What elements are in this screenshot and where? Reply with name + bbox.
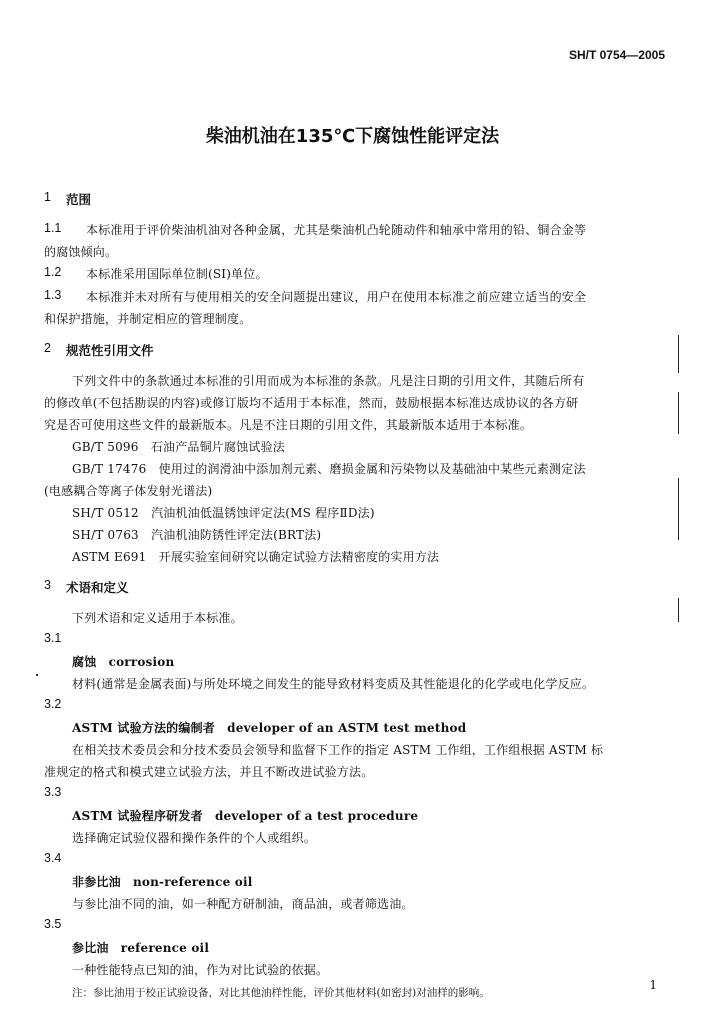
page-number: 1 [649, 978, 657, 992]
clause-1-2-number: 1.2 [44, 265, 62, 279]
term-3-2-title: ASTM 试验方法的编制者 developer of an ASTM test method [72, 721, 467, 735]
term-3-4-number: 3.4 [44, 851, 62, 865]
clause-1-3-text: 本标准并未对所有与使用相关的安全问题提出建议，用户在使用本标准之前应建立适当的安全 [86, 290, 587, 304]
clause-1-3-text-cont: 和保护措施，并制定相应的管理制度。 [44, 312, 252, 326]
clause-1-1-text: 本标准用于评价柴油机油对各种金属，尤其是柴油机凸轮随动件和轴承中常用的铅、铜合金等 [86, 223, 587, 237]
section-1-heading: 范围 [66, 192, 92, 207]
clause-1-1-number: 1.1 [44, 221, 62, 235]
term-3-2-definition: 在相关技术委员会和分技术委员会领导和监督下工作的指定 ASTM 工作组，工作组根据 ASTM 标 [72, 743, 604, 757]
scan-speck [36, 674, 38, 676]
reference-gbt-5096: GB/T 5096 石油产品铜片腐蚀试验法 [72, 440, 286, 454]
clause-1-3-number: 1.3 [44, 288, 62, 302]
term-3-5-number: 3.5 [44, 917, 62, 931]
clause-1-2-text: 本标准采用国际单位制(SI)单位。 [86, 267, 268, 281]
reference-sht-0763: SH/T 0763 汽油机油防锈性评定法(BRT法) [72, 528, 322, 542]
term-3-5-definition: 一种性能特点已知的油，作为对比试验的依据。 [72, 963, 329, 977]
section-2-heading: 规范性引用文件 [66, 343, 154, 358]
document-title: 柴油机油在135℃下腐蚀性能评定法 [205, 126, 500, 147]
term-3-3-number: 3.3 [44, 785, 62, 799]
section-3-intro: 下列术语和定义适用于本标准。 [72, 611, 243, 625]
reference-gbt-17476: GB/T 17476 使用过的润滑油中添加剂元素、磨损金属和污染物以及基础油中某些元素测定法 [72, 462, 586, 476]
scan-margin-line [678, 335, 679, 373]
term-3-1-title: 腐蚀 corrosion [72, 655, 175, 669]
term-3-1-definition: 材料(通常是金属表面)与所处环境之间发生的能导致材料变质及其性能退化的化学或电化学反应。 [72, 677, 595, 691]
section-2-paragraph-line-2: 的修改单(不包括勘误的内容)或修订版均不适用于本标准，然而，鼓励根据本标准达成协议的各方研 [44, 396, 579, 410]
section-2-paragraph-line-3: 究是否可使用这些文件的最新版本。凡是不注日期的引用文件，其最新版本适用于本标准。 [44, 418, 533, 432]
section-3-number: 3 [44, 578, 51, 592]
scan-margin-line [678, 478, 679, 540]
term-3-5-note: 注：参比油用于校正试验设备，对比其他油样性能，评价其他材料(如密封)对油样的影响。 [72, 987, 490, 999]
term-3-4-definition: 与参比油不同的油，如一种配方研制油，商品油，或者筛选油。 [72, 897, 414, 911]
clause-1-1-text-cont: 的腐蚀倾向。 [44, 245, 118, 259]
term-3-3-title: ASTM 试验程序研发者 developer of a test procedure [72, 809, 419, 823]
term-3-2-number: 3.2 [44, 697, 62, 711]
reference-astm-e691: ASTM E691 开展实验室间研究以确定试验方法精密度的实用方法 [72, 550, 440, 564]
section-3-heading: 术语和定义 [66, 580, 129, 595]
section-1-number: 1 [44, 190, 51, 204]
scan-margin-line [678, 392, 679, 434]
term-3-4-title: 非参比油 non-reference oil [72, 875, 253, 889]
term-3-3-definition: 选择确定试验仪器和操作条件的个人或组织。 [72, 831, 317, 845]
term-3-2-definition-cont: 准规定的格式和模式建立试验方法，并且不断改进试验方法。 [44, 765, 374, 779]
reference-sht-0512: SH/T 0512 汽油机油低温锈蚀评定法(MS 程序ⅡD法) [72, 506, 375, 520]
section-2-paragraph: 下列文件中的条款通过本标准的引用而成为本标准的条款。凡是注日期的引用文件，其随后所有 [72, 374, 585, 388]
section-2-number: 2 [44, 341, 51, 355]
scan-margin-line [678, 598, 679, 622]
term-3-1-number: 3.1 [44, 631, 62, 645]
standard-number: SH/T 0754—2005 [568, 48, 665, 62]
reference-gbt-17476-cont: (电感耦合等离子体发射光谱法) [44, 484, 213, 498]
term-3-5-title: 参比油 reference oil [72, 941, 210, 955]
